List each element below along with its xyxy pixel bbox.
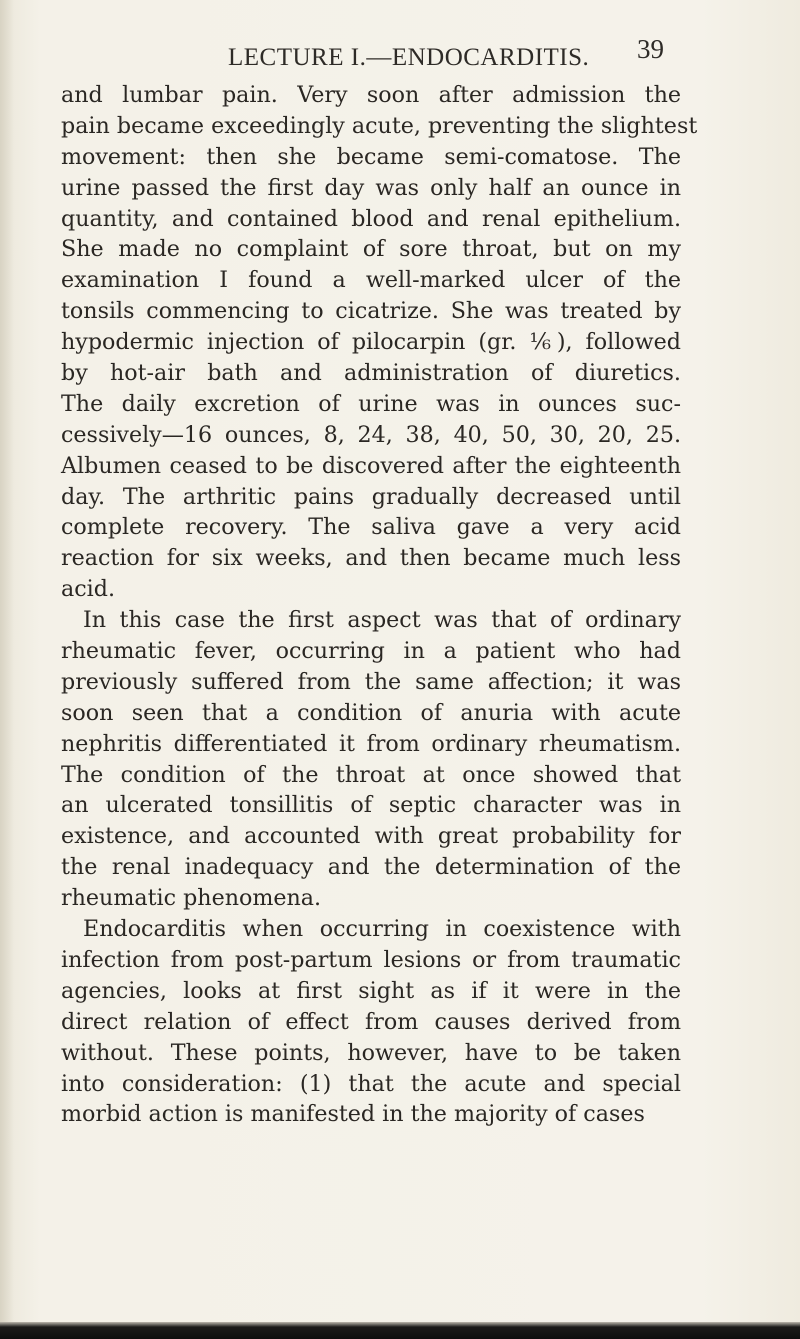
text-line: hypodermic injection of pilocarpin (gr. ⅙), followed xyxy=(61,329,681,356)
text-line: examination I found a well-marked ulcer of the xyxy=(61,267,681,294)
text-line: complete recovery. The saliva gave a very acid xyxy=(61,514,681,541)
text-line: She made no complaint of sore throat, but on my xyxy=(61,236,681,263)
text-line: movement: then she became semi-comatose. The xyxy=(61,143,681,170)
page-number: 39 xyxy=(637,34,664,64)
scan-bottom-edge xyxy=(0,1322,800,1339)
text-line: acid. xyxy=(61,576,116,603)
text-line: into consideration: (1) that the acute and special xyxy=(61,1070,681,1097)
text-line: agencies, looks at first sight as if it were in the xyxy=(61,977,681,1004)
running-title: LECTURE I.—ENDOCARDITIS. xyxy=(228,44,590,71)
text-line: pain became exceedingly acute, preventing the slightest xyxy=(61,112,698,139)
text-line: tonsils commencing to cicatrize. She was treated by xyxy=(61,298,681,325)
text-line: The daily excretion of urine was in ounces suc- xyxy=(61,390,681,417)
text-line: day. The arthritic pains gradually decreased until xyxy=(61,483,681,510)
paragraph-start-line: In this case the first aspect was that of ordinary xyxy=(83,607,681,634)
text-line: reaction for six weeks, and then became much less xyxy=(61,545,681,572)
text-line: previously suffered from the same affection; it was xyxy=(61,668,681,695)
text-line: by hot-air bath and administration of diuretics. xyxy=(61,360,681,387)
page-gutter-shadow xyxy=(0,0,14,1339)
text-line: direct relation of effect from causes derived from xyxy=(61,1008,681,1035)
text-line: Albumen ceased to be discovered after the eighteenth xyxy=(61,452,681,479)
paragraph-start-line: Endocarditis when occurring in coexistence with xyxy=(83,916,681,943)
text-line: nephritis differentiated it from ordinary rheumatism. xyxy=(61,730,681,757)
text-line: infection from post-partum lesions or from traumatic xyxy=(61,946,681,973)
text-line: and lumbar pain. Very soon after admission the xyxy=(61,82,681,108)
text-line: cessively—16 ounces, 8, 24, 38, 40, 50, 30, 20, 25. xyxy=(61,421,681,448)
text-line: urine passed the first day was only half an ounce in xyxy=(61,174,681,201)
text-line: soon seen that a condition of anuria with acute xyxy=(61,699,681,726)
text-line: rheumatic fever, occurring in a patient who had xyxy=(61,638,681,665)
text-line: quantity, and contained blood and renal epithelium. xyxy=(61,205,681,232)
text-line: the renal inadequacy and the determination of the xyxy=(61,854,681,881)
page-header xyxy=(0,34,800,84)
text-line: rheumatic phenomena. xyxy=(61,885,322,912)
text-line: an ulcerated tonsillitis of septic character was in xyxy=(61,792,681,819)
body-text xyxy=(61,80,698,1130)
text-line: without. These points, however, have to be taken xyxy=(61,1039,681,1066)
text-line: morbid action is manifested in the majority of cases xyxy=(61,1101,645,1128)
text-line: existence, and accounted with great probability for xyxy=(61,823,681,850)
text-line: The condition of the throat at once showed that xyxy=(61,761,681,788)
